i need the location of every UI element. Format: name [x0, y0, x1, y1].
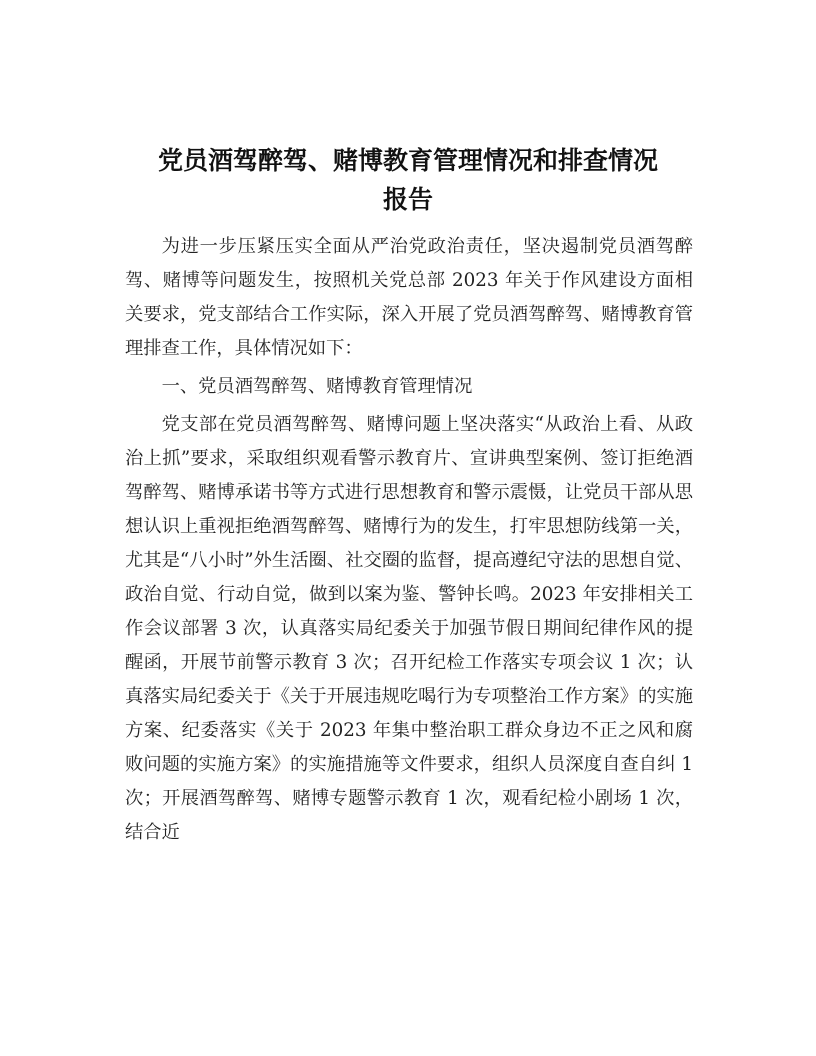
document-title-line-2: 报告 — [382, 185, 433, 214]
intro-paragraph: 为进一步压紧压实全面从严治党政治责任，坚决遏制党员酒驾醉驾、赌博等问题发生，按照机关党总部 2023 年关于作风建设方面相关要求，党支部结合工作实际，深入开展了党员酒驾醉驾、赌博教育管理排查工作，具体情况如下： — [125, 236, 693, 359]
section-1-paragraph: 党支部在党员酒驾醉驾、赌博问题上坚决落实“从政治上看、从政治上抓”要求，采取组织观看警示教育片、宣讲典型案例、签订拒绝酒驾醉驾、赌博承诺书等方式进行思想教育和警示震慑，让党员干部从思想认识上重视拒绝酒驾醉驾、赌博行为的发生，打牢思想防线第一关，尤其是“八小时”外生活圈、社交圈的监督，提高遵纪守法的思想自觉、政治自觉、行动自觉，做到以案为鉴、警钟长鸣。2023 年安排相关工作会议部署 3 次，认真落实局纪委关于加强节假日期间纪律作风的提醒函，开展节前警示教育 3 次；召开纪检工作落实专项会议 1 次；认真落实局纪委关于《关于开展违规吃喝行为专项整治工作方案》的实施方案、纪委落实《关于 2023 年集中整治职工群众身边不正之风和腐败问题的实施方案》的实施措施等文件要求，组织人员深度自查自纠 1 次；开展酒驾醉驾、赌博专题警示教育 1 次，观看纪检小剧场 1 次，结合近 — [125, 414, 693, 843]
document-body — [125, 230, 693, 850]
section-heading-1: 一、党员酒驾醉驾、赌博教育管理情况 — [161, 376, 473, 397]
document-title-line-1: 党员酒驾醉驾、赌博教育管理情况和排查情况 — [157, 146, 658, 175]
